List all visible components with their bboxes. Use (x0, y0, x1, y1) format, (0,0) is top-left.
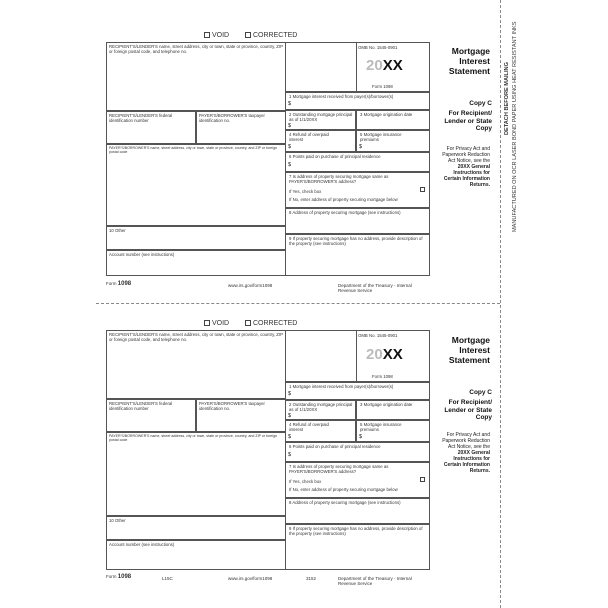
box8-property-address[interactable] (286, 498, 430, 524)
box5-dollar: $ (359, 144, 363, 150)
box5-dollar: $ (359, 434, 363, 440)
box1-dollar: $ (288, 391, 292, 397)
form-1098-bottom (106, 290, 430, 600)
lender-tin-box[interactable] (106, 111, 196, 144)
box7-address-same[interactable] (286, 462, 430, 498)
box1-mortgage-interest[interactable] (286, 92, 430, 110)
copy-for-top: For Recipient/ Lender or State Copy (444, 110, 492, 132)
copy-for-bottom: For Recipient/ Lender or State Copy (444, 399, 492, 421)
box8-property-address[interactable] (286, 208, 430, 234)
box7-checkbox[interactable] (420, 187, 425, 192)
footer-dept: Department of the Treasury - Internal Revenue Service (338, 576, 412, 586)
box1-label: 1 Mortgage interest received from payer(s)/borrower(s) (289, 384, 394, 389)
copy-label-bottom: Copy C (469, 389, 492, 396)
void-checkbox-group[interactable] (204, 32, 229, 39)
lender-name-label: RECIPIENT'S/LENDER'S name, street address, city or town, state or province, country, ZIP or foreign postal code, and telephone no. (109, 332, 283, 342)
box4-label: 4 Refund of overpaid interest (289, 132, 329, 142)
lender-tin-label: RECIPIENT'S/LENDER'S federal identification number (109, 113, 173, 123)
year-box (286, 330, 430, 382)
footer-code-2: 3152 (306, 576, 317, 581)
box9-label: 9 If property securing mortgage has no address, provide description of the property (see instructions) (289, 236, 423, 246)
footer-url: www.irs.gov/form1098 (228, 576, 273, 581)
footer-form: Form 1098 (106, 574, 132, 580)
manufactured-label: MANUFACTURED ON OCR LASER BOND PAPER USING HEAT RESISTANT INKS (512, 21, 518, 232)
box5-insurance[interactable] (356, 130, 430, 152)
void-label: VOID (212, 32, 230, 39)
corrected-label: CORRECTED (253, 32, 298, 39)
box5-label: 5 Mortgage insurance premiums (360, 132, 402, 142)
form-title-top: Mortgage Interest Statement (448, 46, 490, 76)
box3-label: 3 Mortgage origination date (360, 112, 413, 117)
box10-label: 10 Other (109, 518, 126, 523)
box9-label: 9 If property securing mortgage has no address, provide description of the property (see instructions) (289, 526, 423, 536)
box7-yes: If Yes, check box (289, 189, 322, 194)
box6-label: 6 Points paid on purchase of principal residence (289, 154, 381, 159)
void-label: VOID (212, 320, 230, 327)
form-1098-top (106, 0, 430, 300)
account-label: Account number (see instructions) (109, 542, 175, 547)
horizontal-perforation (96, 303, 500, 304)
box3-origination-date[interactable] (356, 110, 430, 130)
box1-dollar: $ (288, 101, 292, 107)
box2-dollar: $ (288, 123, 292, 129)
box2-label: 2 Outstanding mortgage principal as of 1/1/20XX (289, 112, 353, 122)
lender-tin-label: RECIPIENT'S/LENDER'S federal identification number (109, 401, 173, 411)
vertical-perforation (500, 0, 501, 608)
year-box (286, 42, 430, 92)
box4-refund[interactable] (286, 130, 356, 152)
lender-name-label: RECIPIENT'S/LENDER'S name, street address, city or town, state or province, country, ZIP or foreign postal code, and telephone no. (109, 44, 283, 54)
box4-refund[interactable] (286, 420, 356, 442)
box10-label: 10 Other (109, 228, 126, 233)
borrower-name-box[interactable] (106, 432, 286, 516)
box3-label: 3 Mortgage origination date (360, 402, 413, 407)
borrower-tin-label: PAYER'S/BORROWER'S taxpayer identification no. (199, 113, 265, 123)
box2-principal[interactable] (286, 400, 356, 420)
footer-url: www.irs.gov/form1098 (228, 283, 273, 288)
year-divider (356, 42, 357, 92)
box5-label: 5 Mortgage insurance premiums (360, 422, 402, 432)
box6-label: 6 Points paid on purchase of principal residence (289, 444, 381, 449)
corrected-checkbox-group[interactable] (245, 320, 297, 327)
account-label: Account number (see instructions) (109, 252, 175, 257)
footer-dept: Department of the Treasury - Internal Revenue Service (338, 283, 412, 293)
borrower-tin-box[interactable] (196, 399, 286, 432)
box7-checkbox[interactable] (420, 477, 425, 482)
box7-yes: If Yes, check box (289, 479, 322, 484)
box7-no: If No, enter address of property securing mortgage below (289, 197, 398, 202)
box4-dollar: $ (288, 144, 292, 150)
account-box[interactable] (106, 250, 286, 276)
box7-label: 7 Is address of property securing mortgage same as PAYER'S/BORROWER'S address? (289, 174, 389, 184)
box10-other[interactable] (106, 226, 286, 250)
form-number: Form 1098 (372, 84, 393, 89)
detach-label: DETACH BEFORE MAILING (504, 62, 510, 135)
year-divider (356, 330, 357, 382)
void-checkbox[interactable] (204, 32, 210, 38)
lender-name-box[interactable] (106, 42, 286, 111)
box6-dollar: $ (288, 162, 292, 168)
footer-code-1: L15C (162, 576, 173, 581)
box1-mortgage-interest[interactable] (286, 382, 430, 400)
copy-label-top: Copy C (469, 100, 492, 107)
corrected-checkbox[interactable] (245, 32, 251, 38)
tax-year: 20XX (366, 346, 403, 363)
corrected-label: CORRECTED (253, 320, 298, 327)
omb-number: OMB No. 1545-0901 (358, 45, 398, 50)
borrower-tin-box[interactable] (196, 111, 286, 144)
box5-insurance[interactable] (356, 420, 430, 442)
lender-name-box[interactable] (106, 330, 286, 399)
borrower-tin-label: PAYER'S/BORROWER'S taxpayer identification no. (199, 401, 265, 411)
box6-dollar: $ (288, 452, 292, 458)
privacy-notice-top: For Privacy Act and Paperwork Reduction Act Notice, see the 20XX General Instructions for Certain Information Returns. (442, 146, 490, 188)
box8-label: 8 Address of property securing mortgage (see instructions) (289, 500, 401, 505)
box1-label: 1 Mortgage interest received from payer(s)/borrower(s) (289, 94, 394, 99)
tax-year: 20XX (366, 57, 403, 74)
form-title-bottom: Mortgage Interest Statement (448, 335, 490, 365)
footer-form: Form 1098 (106, 281, 132, 287)
box3-origination-date[interactable] (356, 400, 430, 420)
box2-dollar: $ (288, 413, 292, 419)
box6-points[interactable] (286, 442, 430, 462)
box2-principal[interactable] (286, 110, 356, 130)
form-number: Form 1098 (372, 374, 393, 379)
void-checkbox-group[interactable] (204, 320, 229, 327)
box4-label: 4 Refund of overpaid interest (289, 422, 329, 432)
box7-label: 7 Is address of property securing mortgage same as PAYER'S/BORROWER'S address? (289, 464, 389, 474)
box10-other[interactable] (106, 516, 286, 540)
corrected-checkbox-group[interactable] (245, 32, 297, 39)
account-box[interactable] (106, 540, 286, 570)
box2-label: 2 Outstanding mortgage principal as of 1/1/20XX (289, 402, 353, 412)
box7-no: If No, enter address of property securing mortgage below (289, 487, 398, 492)
box4-dollar: $ (288, 434, 292, 440)
box9-property-description[interactable] (286, 524, 430, 570)
box7-address-same[interactable] (286, 172, 430, 208)
corrected-checkbox[interactable] (245, 320, 251, 326)
box9-property-description[interactable] (286, 234, 430, 276)
borrower-name-label: PAYER'S/BORROWER'S name, street address, city or town, state or province, country, and ZIP or foreign postal code (109, 434, 278, 443)
box8-label: 8 Address of property securing mortgage (see instructions) (289, 210, 401, 215)
void-checkbox[interactable] (204, 320, 210, 326)
omb-number: OMB No. 1545-0901 (358, 333, 398, 338)
lender-tin-box[interactable] (106, 399, 196, 432)
borrower-name-box[interactable] (106, 144, 286, 226)
borrower-name-label: PAYER'S/BORROWER'S name, street address, city or town, state or province, country, and ZIP or foreign postal code (109, 146, 278, 155)
box6-points[interactable] (286, 152, 430, 172)
privacy-notice-bottom: For Privacy Act and Paperwork Reduction Act Notice, see the 20XX General Instructions for Certain Information Returns. (442, 432, 490, 474)
